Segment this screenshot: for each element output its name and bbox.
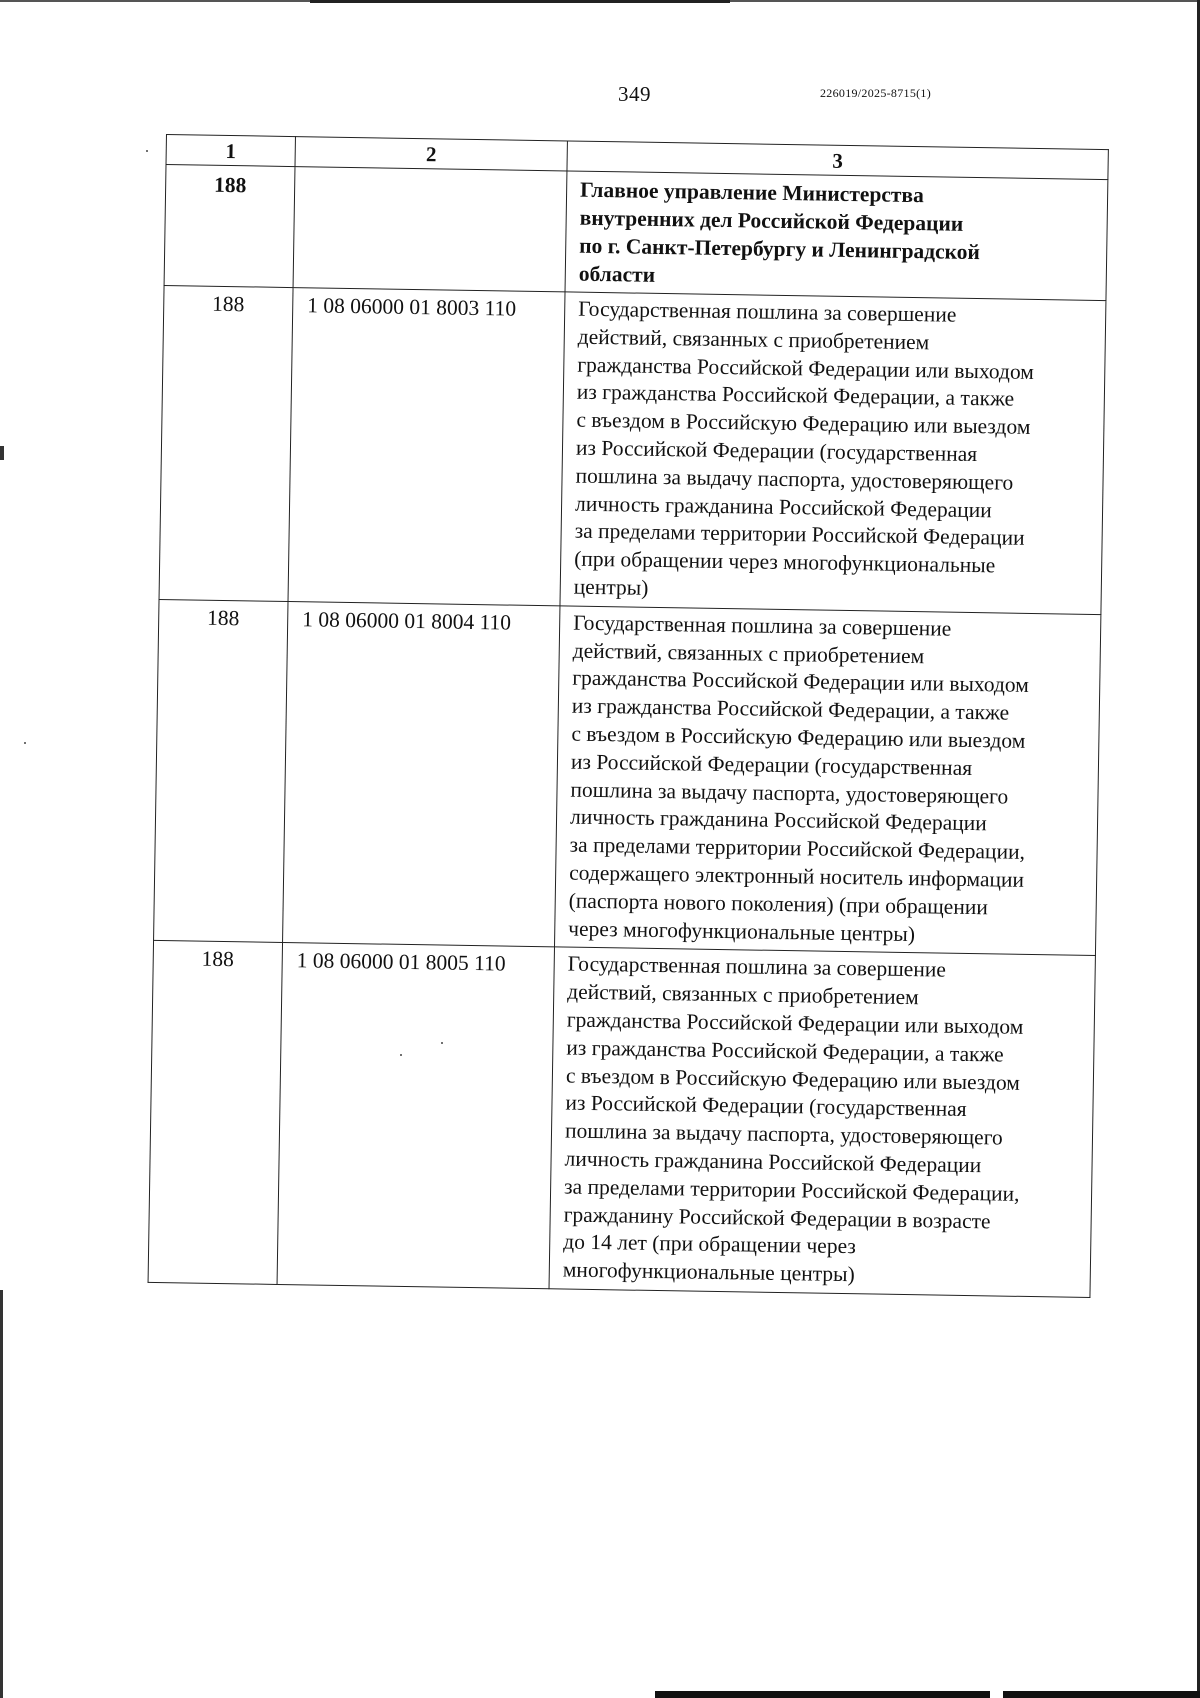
revenue-name-line: Государственная пошлина за совершение <box>578 296 957 327</box>
revenue-name-line: пошлина за выдачу паспорта, удостоверяющего <box>570 777 1009 809</box>
revenue-name-line: из гражданства Российской Федерации, а также <box>571 693 1010 725</box>
revenue-name-line: личность гражданина Российской Федерации <box>569 804 987 836</box>
scan-edge-top-dark <box>310 0 730 3</box>
document-number: 226019/2025-8715(1) <box>820 86 932 100</box>
scan-speck <box>146 150 148 152</box>
revenue-name-line: с въездом в Российскую Федерацию или выездом <box>576 407 1031 440</box>
revenue-name-line: с въездом в Российскую Федерацию или выездом <box>571 721 1026 753</box>
kbk-cell: 1 08 06000 01 8004 110 <box>283 601 560 947</box>
organization-name-line: внутренних дел Российской Федерации <box>579 205 964 236</box>
column-header-2: 2 <box>295 137 567 171</box>
organization-name-line: Главное управление Министерства <box>579 177 925 208</box>
revenue-name-line: действий, связанных с приобретением <box>567 979 919 1010</box>
revenue-name-line: за пределами территории Российской Федерации <box>574 518 1025 551</box>
kbk-cell: 1 08 06000 01 8005 110 <box>277 943 554 1289</box>
revenue-name-line: пошлина за выдачу паспорта, удостоверяющего <box>564 1118 1003 1150</box>
kbk-cell <box>293 167 567 292</box>
revenue-name-line: пошлина за выдачу паспорта, удостоверяющего <box>575 463 1014 495</box>
revenue-name-line: личность гражданина Российской Федерации <box>564 1146 982 1178</box>
revenue-name-line: гражданства Российской Федерации или выходом <box>566 1007 1024 1039</box>
revenue-name-line: действий, связанных с приобретением <box>572 638 925 668</box>
column-header-1: 1 <box>166 135 295 167</box>
budget-codes-table <box>148 134 1109 1298</box>
admin-code-cell: 188 <box>164 165 295 288</box>
revenue-name-cell <box>554 606 1100 956</box>
revenue-name-line: за пределами территории Российской Федерации, <box>563 1174 1020 1206</box>
table-row-organization <box>164 165 1108 301</box>
revenue-name-line: до 14 лет (при обращении через <box>563 1229 857 1259</box>
scan-edge-left-mark <box>0 446 4 460</box>
table-row <box>148 941 1095 1298</box>
revenue-name-line: действий, связанных с приобретением <box>577 324 930 355</box>
revenue-name-line: через многофункциональные центры) <box>568 916 916 946</box>
revenue-name-line: из Российской Федерации (государственная <box>565 1090 967 1122</box>
scan-speck <box>24 742 26 744</box>
revenue-name-line: многофункциональные центры) <box>562 1257 855 1287</box>
revenue-name-line: гражданину Российской Федерации в возрасте <box>563 1202 991 1233</box>
revenue-name-line: из гражданства Российской Федерации, а также <box>566 1035 1004 1067</box>
revenue-name-line: центры) <box>573 574 649 600</box>
revenue-name-line: из Российской Федерации (государственная <box>575 435 978 467</box>
scan-edge-left-mark <box>0 1290 3 1698</box>
organization-name-line: области <box>578 261 656 287</box>
organization-name-cell <box>565 171 1108 301</box>
revenue-name-line: гражданства Российской Федерации или выходом <box>577 352 1035 384</box>
admin-code-cell: 188 <box>159 285 293 601</box>
scan-edge-bottom <box>1003 1691 1200 1698</box>
revenue-name-line: за пределами территории Российской Федерации, <box>569 832 1026 865</box>
admin-code-cell: 188 <box>148 941 282 1285</box>
column-header-3: 3 <box>567 141 1108 180</box>
kbk-cell: 1 08 06000 01 8003 110 <box>288 288 565 606</box>
revenue-name-line: (паспорта нового поколения) (при обращении <box>568 888 989 920</box>
table-row <box>154 599 1101 956</box>
scan-edge-bottom <box>655 1691 990 1698</box>
budget-codes-table-wrapper <box>148 134 1108 1298</box>
revenue-name-line: гражданства Российской Федерации или выходом <box>572 665 1030 698</box>
admin-code-cell: 188 <box>154 599 288 943</box>
revenue-name-line: из Российской Федерации (государственная <box>570 749 973 780</box>
revenue-name-line: личность гражданина Российской Федерации <box>574 491 992 522</box>
revenue-name-line: Государственная пошлина за совершение <box>567 951 947 982</box>
organization-name-line: по г. Санкт-Петербургу и Ленинградской <box>579 233 981 265</box>
revenue-name-line: из гражданства Российской Федерации, а также <box>576 380 1015 412</box>
revenue-name-line: Государственная пошлина за совершение <box>573 610 952 641</box>
revenue-name-line: содержащего электронный носитель информации <box>569 860 1025 892</box>
table-row <box>159 285 1106 614</box>
revenue-name-line: (при обращении через многофункциональные <box>574 546 996 578</box>
revenue-name-cell <box>560 292 1106 614</box>
revenue-name-line: с въездом в Российскую Федерацию или выездом <box>565 1063 1021 1095</box>
revenue-name-cell <box>549 947 1095 1297</box>
page-number: 349 <box>618 82 651 106</box>
